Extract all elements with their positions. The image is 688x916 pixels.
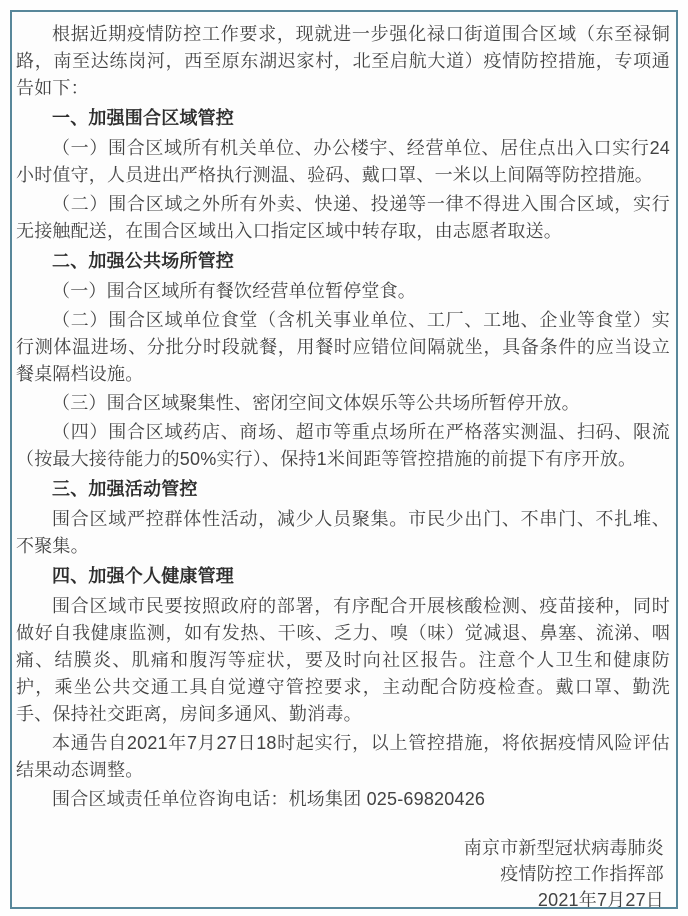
section-2-paragraph-2: （二）围合区域单位食堂（含机关事业单位、工厂、工地、企业等食堂）实行测体温进场、分批分时段就餐，用餐时应错位间隔就坐，具备条件的应当设立餐桌隔档设施。 — [16, 310, 670, 384]
issuer-name-line-1: 南京市新型冠状病毒肺炎 — [463, 838, 664, 858]
issue-date: 2021年7月27日 — [537, 890, 664, 909]
contact-phone-paragraph: 围合区域责任单位咨询电话：机场集团 025-69820426 — [52, 789, 486, 809]
section-4-heading: 四、加强个人健康管理 — [52, 566, 234, 586]
page-border-frame — [10, 10, 678, 909]
section-4-paragraph-1: 围合区域市民要按照政府的部署，有序配合开展核酸检测、疫苗接种，同时做好自我健康监测，如有发热、干咳、乏力、嗅（味）觉减退、鼻塞、流涕、咽痛、结膜炎、肌痛和腹泻等症状，要及时向社区报告。注意个人卫生和健康防护，乘坐公共交通工具自觉遵守管控要求，主动配合防疫检查。戴口罩、勤洗手、保持社交距离，房间多通风、勤消毒。 — [16, 596, 670, 724]
signature-block — [16, 835, 670, 909]
section-1-paragraph-2: （二）围合区域之外所有外卖、快递、投递等一律不得进入围合区域，实行无接触配送，在围合区域出入口指定区域中转存取，由志愿者取送。 — [16, 194, 670, 241]
section-1-heading: 一、加强围合区域管控 — [52, 108, 234, 128]
section-2-paragraph-3: （三）围合区域聚集性、密闭空间文体娱乐等公共场所暂停开放。 — [52, 393, 580, 413]
effective-date-paragraph: 本通告自2021年7月27日18时起实行，以上管控措施，将依据疫情风险评估结果动态调整。 — [16, 733, 670, 780]
section-3-heading: 三、加强活动管控 — [52, 479, 198, 499]
section-2-paragraph-1: （一）围合区域所有餐饮经营单位暂停堂食。 — [52, 281, 416, 301]
section-3-paragraph-1: 围合区域严控群体性活动，减少人员聚集。市民少出门、不串门、不扎堆、不聚集。 — [16, 509, 670, 556]
intro-paragraph: 根据近期疫情防控工作要求，现就进一步强化禄口街道围合区域（东至禄铜路，南至达练岗河，西至原东湖迟家村，北至启航大道）疫情防控措施，专项通告如下： — [16, 24, 670, 98]
section-1-paragraph-1: （一）围合区域所有机关单位、办公楼宇、经营单位、居住点出入口实行24小时值守，人员进出严格执行测温、验码、戴口罩、一米以上间隔等防控措施。 — [16, 138, 670, 185]
issuer-name-line-2: 疫情防控工作指挥部 — [500, 864, 664, 884]
section-2-heading: 二、加强公共场所管控 — [52, 251, 234, 271]
section-2-paragraph-4: （四）围合区域药店、商场、超市等重点场所在严格落实测温、扫码、限流（按最大接待能力的50%实行）、保持1米间距等管控措施的前提下有序开放。 — [16, 422, 670, 469]
